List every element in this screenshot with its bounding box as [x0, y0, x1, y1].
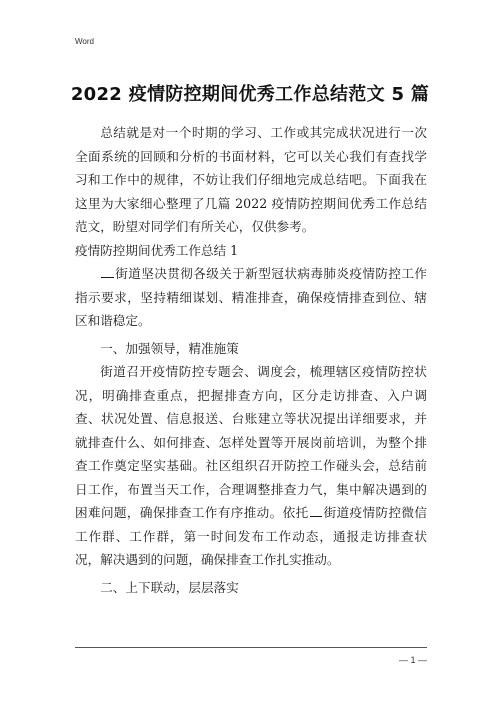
document-title: 2022 疫情防控期间优秀工作总结范文 5 篇 — [70, 84, 430, 105]
blank-underline — [310, 504, 323, 517]
page-number: — 1 — — [398, 655, 427, 665]
section-title: 疫情防控期间优秀工作总结 1 — [75, 242, 239, 258]
blank-underline — [101, 265, 114, 278]
heading-1: 一、加强领导，精准施策 — [100, 340, 239, 356]
paragraph-2 — [75, 360, 427, 572]
paragraph-2-text-a: 街道召开疫情防控专题会、调度会，梳理辖区疫情防控状况，明确排查重点，把握排查方向，区分走访排查、入户调查、状况处置、信息报送、台账建立等状况提出详细要求，并就排查什么、如何排查、怎样处置等开展岗前培训，为整个排查工作奠定坚实基础。社区组织召开防控工作碰头会，总结前日工作，布置当天工作，合理调整排查力气，集中解决遇到的困难问题，确保排查工作有序推动。依托 — [75, 364, 427, 520]
document-body — [75, 121, 427, 599]
intro-paragraph: 总结就是对一个时期的学习、工作或其完成状况进行一次全面系统的回顾和分析的书面材料，它可以关心我们有查找学习和工作中的规律，不妨让我们仔细地完成总结吧。下面我在这里为大家细心整理了几篇 2022 疫情防控期间优秀工作总结范文，盼望对同学们有所关心，仅供参考。 — [75, 125, 427, 234]
footer-divider — [75, 647, 427, 648]
paragraph-2-text-b: 街道疫情防控微信工作群、工作群，第一时间发布工作动态，通报走访排查状况，解决遇到的问题，确保排查工作扎实推动。 — [75, 505, 428, 567]
paragraph-1 — [75, 262, 427, 333]
header-label: Word — [75, 37, 94, 46]
paragraph-1-text: 街道坚决贯彻各级关于新型冠状病毒肺炎疫情防控工作指示要求，坚持精细谋划、精准排查，确保疫情排查到位、辖区和谐稳定。 — [75, 266, 427, 328]
heading-2: 二、上下联动，层层落实 — [100, 579, 239, 595]
